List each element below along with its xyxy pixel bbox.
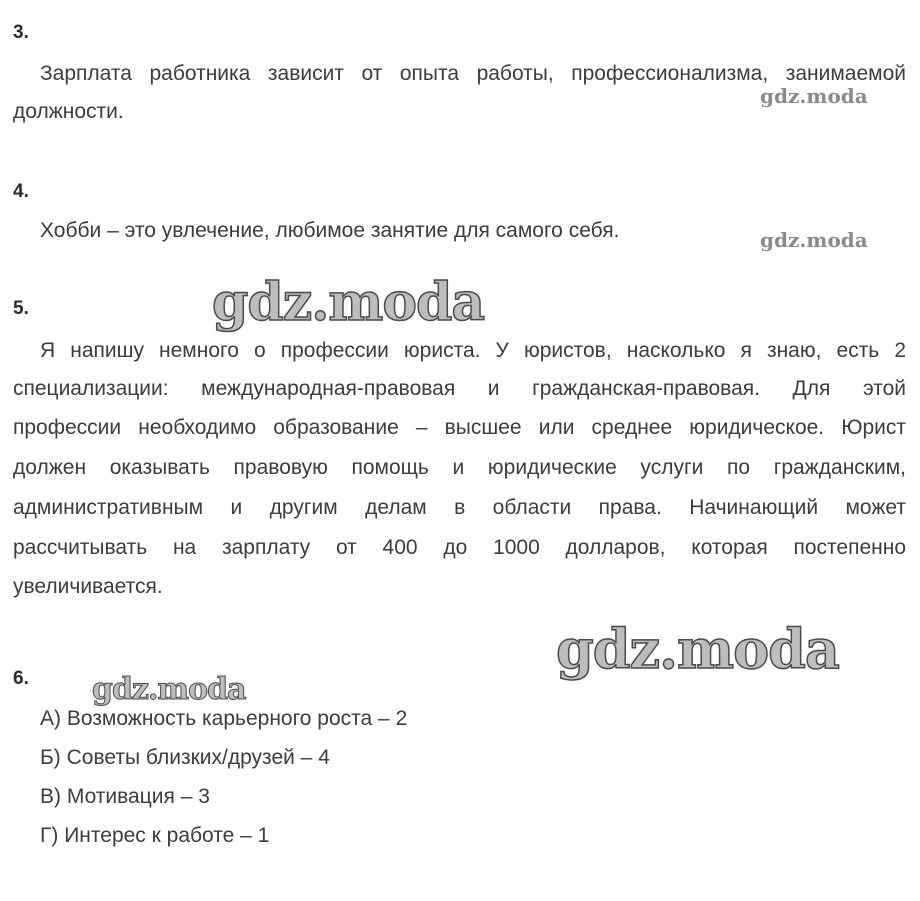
section-5-line-2: специализации: международная-правовая и гражданская-правовая. Для этой xyxy=(13,377,906,400)
section-5-line-1: Я напишу немного о профессии юриста. У юристов, насколько я знаю, есть 2 xyxy=(40,339,906,362)
section-6-number: 6. xyxy=(13,668,29,689)
section-6-item-c: В) Мотивация – 3 xyxy=(40,785,210,808)
watermark: gdz.moda xyxy=(92,672,246,707)
section-6-item-d: Г) Интерес к работе – 1 xyxy=(40,824,270,847)
watermark: gdz.moda xyxy=(556,617,839,681)
section-3-number: 3. xyxy=(13,22,29,43)
section-4-line-1: Хобби – это увлечение, любимое занятие для самого себя. xyxy=(40,219,620,242)
section-6-item-a: А) Возможность карьерного роста – 2 xyxy=(40,707,408,730)
section-4-number: 4. xyxy=(13,181,29,202)
watermark: gdz.moda xyxy=(760,84,868,108)
section-5-number: 5. xyxy=(13,298,29,319)
section-3-line-1: Зарплата работника зависит от опыта работы, профессионализма, занимаемой xyxy=(40,62,906,85)
watermark: gdz.moda xyxy=(212,272,485,333)
section-5-line-6: рассчитывать на зарплату от 400 до 1000 долларов, которая постепенно xyxy=(13,536,906,559)
section-3-line-2: должности. xyxy=(13,100,124,123)
watermark: gdz.moda xyxy=(760,228,868,252)
section-5-line-7: увеличивается. xyxy=(13,575,163,598)
section-5-line-3: профессии необходимо образование – высшее или среднее юридическое. Юрист xyxy=(13,416,906,439)
section-5-line-4: должен оказывать правовую помощь и юридические услуги по гражданским, xyxy=(13,456,906,479)
section-5-line-5: административным и другим делам в области права. Начинающий может xyxy=(13,496,906,519)
section-6-item-b: Б) Советы близких/друзей – 4 xyxy=(40,746,330,769)
